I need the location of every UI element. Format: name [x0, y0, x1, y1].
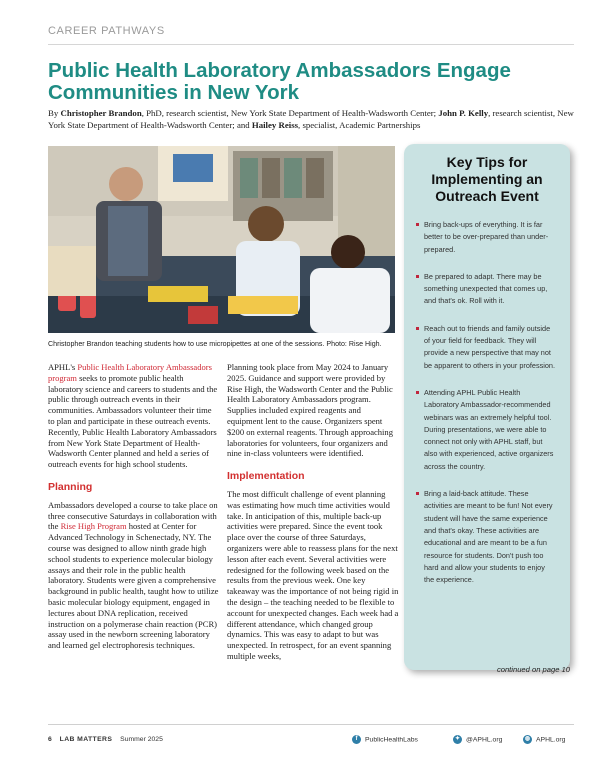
- author-name: Hailey Reiss: [251, 119, 299, 130]
- facebook-link[interactable]: [352, 735, 418, 744]
- implementation-paragraph: The most difficult challenge of event planning was estimating how much time activities would take. In anticipation of this, multiple back-up activities were prepared. Since the event took place over the course of three Saturdays, organizers were able to reassess plans for the next lesson after each event. Several activities were redesigned for the following week based on the results from the previous week. One key takeaway was the importance of not being rigid in the design – the teaching needed to be flexible to account for unexpected changes. Each week had a different attendance, which changed group dynamics. This was easy to adapt to but was unexpected. In retrospect, for an event spanning multiple weeks,: [227, 488, 399, 661]
- classroom-photo: [48, 146, 395, 333]
- header-divider: [48, 44, 574, 45]
- photo-caption: Christopher Brandon teaching students how to use micropipettes at one of the sessions. Photo: Rise High.: [48, 340, 382, 348]
- tip-item: Bring a laid-back attitude. These activities are meant to be fun! Not every student will have the same experience and that's okay. These activities are educational and are meant to be a fun resource for students. Don't push too hard and allow your students to enjoy the experience.: [424, 488, 556, 586]
- author-role: , research scientist, New York State Department of Health-Wadsworth Center; and: [48, 108, 574, 130]
- bluesky-handle: @APHL.org: [466, 736, 503, 744]
- globe-icon: ◍: [524, 736, 531, 742]
- website-url: APHL.org: [536, 736, 566, 744]
- tips-list: [404, 219, 570, 586]
- issue-label: Summer 2025: [120, 736, 163, 743]
- intro-text: APHL's: [48, 362, 78, 372]
- footer-publication: [48, 736, 163, 743]
- author-role: , specialist, Academic Partnerships: [298, 119, 421, 130]
- continued-note: continued on page 10: [496, 665, 570, 674]
- planning-text: hosted at Center for Advanced Technology in Schenectady, NY. The course was designed to allow ninth grade high school students to experience molecular biology assays and their role in the public health laboratory. Students were given a comprehensive background in public health, taught how to utilize basic molecular biology equipment, engaged in lectures about DNA replication, received instruction on a polymerase chain reaction (PCR) assay used in the newborn screening laboratory and learned gel electrophoresis techniques.: [48, 521, 219, 651]
- intro-text: seeks to promote public health laboratory science and careers to students and the public through outreach events in their communities. Ambassadors volunteer their time to plan and participate in these outreach events. Recently, Public Health Laboratory Ambassadors from New York State Department of Health-Wadsworth Center planned and held a series of outreach events for high school students.: [48, 372, 218, 470]
- tip-item: Bring back-ups of everything. It is far better to be over-prepared than under-prepared.: [424, 219, 556, 256]
- facebook-icon: f: [352, 735, 361, 744]
- planning-timeline-paragraph: Planning took place from May 2024 to January 2025. Guidance and support were provided by Rise High, the Wadsworth Center and the Public Health Laboratory Ambassadors program. Supplies included expired reagents and equipment lent to the cause. Organizers spent $200 on external reagents. Through approaching laboratories for volunteers, four organizers and nine in-class volunteers were identified.: [227, 362, 393, 459]
- magazine-name: LAB MATTERS: [59, 736, 113, 743]
- bluesky-link[interactable]: [453, 735, 502, 744]
- implementation-heading: Implementation: [227, 470, 305, 483]
- page-number: 6: [48, 736, 52, 743]
- author-name: John P. Kelly: [438, 108, 489, 118]
- byline-prefix: By: [48, 108, 59, 118]
- sidebar-title: Key Tips for Implementing an Outreach Event: [431, 154, 543, 204]
- page-footer: [48, 724, 574, 755]
- tip-item: Reach out to friends and family outside of your field for feedback. They will provide a new perspective that may not be apparent to others in your profession.: [424, 323, 556, 372]
- body-column-2: [227, 362, 399, 670]
- planning-heading: Planning: [48, 480, 93, 493]
- ambassadors-program-link[interactable]: Public Health Laboratory Ambassadors program: [48, 362, 212, 383]
- intro-paragraph: [48, 362, 220, 470]
- planning-text: Ambassadors developed a course to take place on three consecutive Saturdays in collaboration with the: [48, 499, 218, 532]
- author-name: Christopher Brandon: [60, 108, 142, 118]
- byline: [48, 108, 578, 131]
- key-tips-sidebar: [404, 144, 570, 670]
- section-label: CAREER PATHWAYS: [48, 25, 165, 37]
- body-column-1: [48, 362, 220, 659]
- tip-item: Be prepared to adapt. There may be something unexpected that comes up, and that's ok. Roll with it.: [424, 271, 556, 308]
- planning-paragraph: [48, 500, 220, 651]
- author-role: , PhD, research scientist, New York State Department of Health-Wadsworth Center;: [141, 108, 437, 118]
- bluesky-icon: ✦: [454, 736, 461, 742]
- article-title: Public Health Laboratory Ambassadors Engage Communities in New York: [48, 59, 511, 104]
- website-link[interactable]: [523, 735, 565, 744]
- rise-high-link[interactable]: Rise High Program: [60, 521, 127, 532]
- facebook-handle: PublicHealthLabs: [365, 736, 418, 744]
- tip-item: Attending APHL Public Health Laboratory Ambassador-recommended webinars was an extremely helpful tool. During presentations, we were able to connect not only with APHL staff, but also with experienced, active organizers across the country.: [424, 387, 556, 473]
